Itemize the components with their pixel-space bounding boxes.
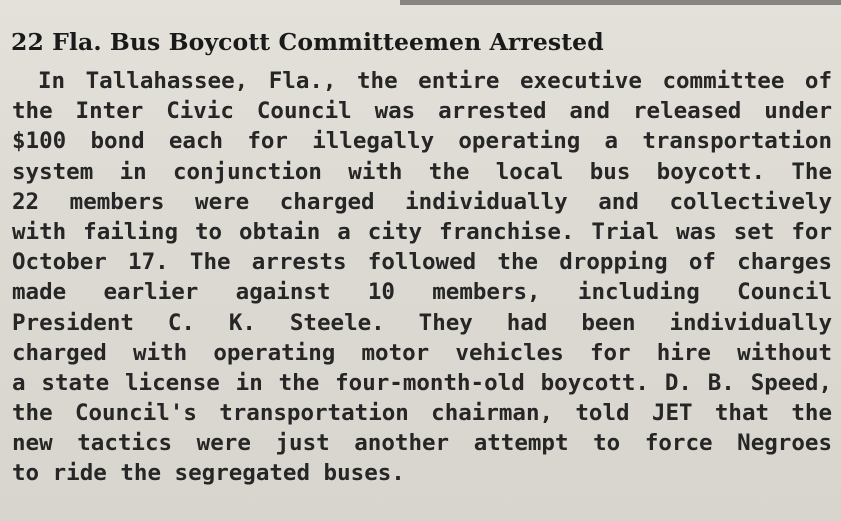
article-line: $100 bond each for illegally operating a transportation [12, 128, 832, 155]
article-line: a state license in the four-month-old boycott. D. B. Speed, [12, 369, 832, 396]
article-line: In Tallahassee, Fla., the entire executive committee of [38, 68, 832, 94]
article-line: 22 members were charged individually and collectively [12, 188, 832, 215]
article-line: the Council's transportation chairman, told JET that the [12, 400, 832, 427]
article-line: charged with operating motor vehicles for hire without [12, 339, 832, 366]
article-line: President C. K. Steele. They had been individually [12, 309, 832, 336]
article-line: made earlier against 10 members, including Council [12, 279, 832, 306]
article-headline: 22 Fla. Bus Boycott Committeemen Arrested [11, 28, 604, 56]
article-line: the Inter Civic Council was arrested and released under [12, 98, 832, 125]
article-body [12, 66, 832, 489]
article-line: with failing to obtain a city franchise. Trial was set for [12, 218, 832, 245]
article-line: to ride the segregated buses. [12, 460, 405, 487]
article-line: October 17. The arrests followed the dropping of charges [12, 249, 832, 276]
article-line: system in conjunction with the local bus boycott. The [12, 158, 832, 185]
top-border-rule [400, 0, 841, 5]
article-line: new tactics were just another attempt to force Negroes [12, 430, 832, 457]
